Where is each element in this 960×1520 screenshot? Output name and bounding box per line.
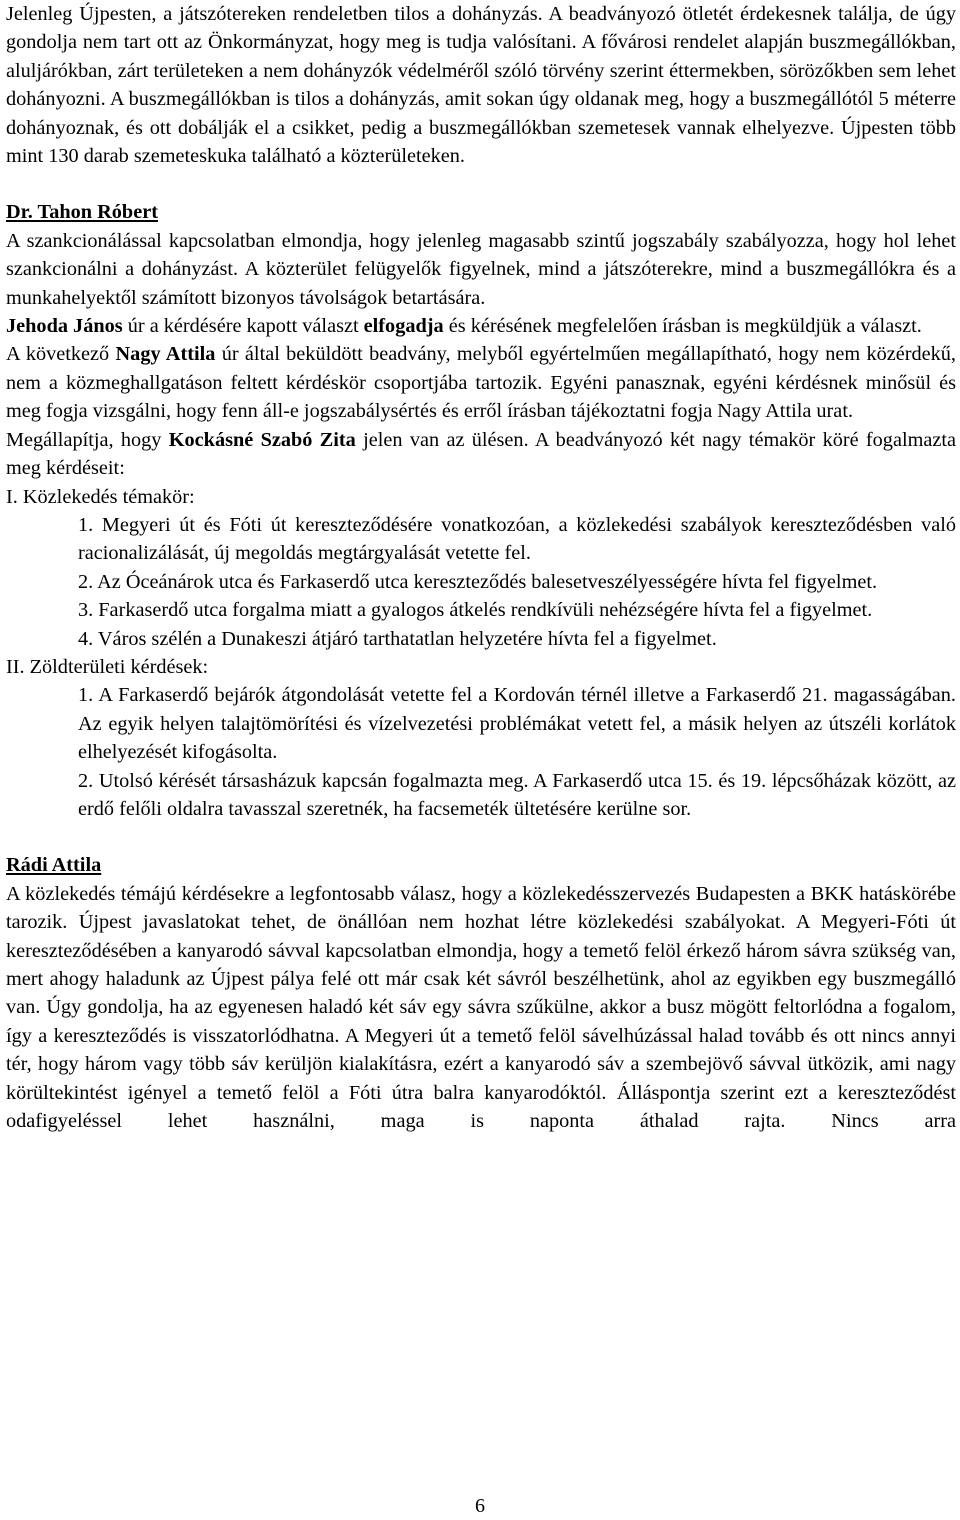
- text-span: A következő: [6, 343, 116, 366]
- tahon-paragraph-4: [6, 426, 956, 483]
- text-span: Megállapítja, hogy: [6, 428, 169, 451]
- person-name-nagy: Nagy Attila: [115, 343, 216, 366]
- text-span: úr a kérdésére kapott választ: [122, 315, 364, 338]
- page-number: 6: [475, 1495, 485, 1517]
- tahon-paragraph-3: [6, 340, 956, 425]
- list-item: 1. Megyeri út és Fóti út kereszteződésére vonatkozóan, a közlekedési szabályok kereszteződésben való racionalizálását, új megoldás megtárgyalását vetette fel.: [78, 513, 956, 565]
- section-2-title: II. Zöldterületi kérdések:: [6, 655, 209, 678]
- speaker-name-radi: Rádi Attila: [6, 854, 102, 877]
- section-1-title: I. Közlekedés témakör:: [6, 485, 195, 508]
- spacer: [6, 823, 956, 851]
- text-span: úr által beküldött beadvány, melyből egyértelműen megállapítható, hogy nem közérdekű, nem a közmeghallgatáson feltett kérdéskör csoportjába tartozik. Egyéni panasznak, egyéni kérdésnek minősül és meg fogja vizsgálni, hogy fenn áll-e jogszabálysértés és erről írásban tájékoztatni fogja Nagy Attila urat.: [6, 343, 956, 423]
- list-item: 3. Farkaserdő utca forgalma miatt a gyalogos átkelés rendkívüli nehézségére hívta fel a figyelmet.: [78, 599, 873, 622]
- tahon-paragraph-2: [6, 312, 956, 340]
- accepted-word: elfogadja: [363, 315, 444, 338]
- person-name-jehoda: Jehoda János: [6, 315, 123, 338]
- text-span: jelen van az ülésen. A beadványozó két nagy témakör köré fogalmazta meg kérdéseit:: [6, 428, 956, 480]
- list-item: 2. Az Óceánárok utca és Farkaserdő utca kereszteződés balesetveszélyességére hívta fel figyelmet.: [78, 570, 878, 593]
- person-name-kockasne: Kockásné Szabó Zita: [168, 428, 356, 451]
- speaker-name-tahon: Dr. Tahon Róbert: [6, 201, 158, 224]
- intro-paragraph: Jelenleg Újpesten, a játszótereken rendeletben tilos a dohányzás. A beadványozó ötletét érdekesnek találja, de úgy gondolja nem tart ott az Önkormányzat, hogy meg is tudja valósítani. A fővárosi rendelet alapján buszmegállókban, aluljárókban, zárt területeken a nem dohányzók védelméről szóló törvény szerint éttermekben, sörözőkben sem lehet dohányozni. A buszmegállókban is tilos a dohányzás, amit sokan úgy oldanak meg, hogy a buszmegállótól 5 méterre dohányoznak, és ott dobálják el a csikket, pedig a buszmegállókban szemetesek vannak elhelyezve. Újpesten több mint 130 darab szemeteskuka található a közterületeken.: [6, 3, 956, 168]
- text-span: és kérésének megfelelően írásban is megküldjük a választ.: [443, 315, 922, 338]
- list-item: 2. Utolsó kérését társasházuk kapcsán fogalmazta meg. A Farkaserdő utca 15. és 19. lépcsőházak között, az erdő felőli oldalra tavasszal szeretnék, ha facsemeték ültetésére kerülne sor.: [78, 769, 956, 820]
- tahon-paragraph-1: A szankcionálással kapcsolatban elmondja, hogy jelenleg magasabb szintű jogszabály szabályozza, hogy hol lehet szankcionálni a dohányzást. A közterület felügyelők figyelnek, mind a játszóterekre, mind a buszmegállókra és a munkahelyektől számított bizonyos távolságok betartására.: [6, 229, 956, 309]
- document-page: [6, 0, 956, 1135]
- radi-paragraph-1: A közlekedés témájú kérdésekre a legfontosabb válasz, hogy a közlekedésszervezés Budapesten a BKK hatáskörébe tarozik. Újpest javaslatokat tehet, de önállóan nem hozhat létre közlekedési szabályokat. A Megyeri-Fóti út kereszteződésében a kanyarodó sávval kapcsolatban elmondja, hogy a temető felöl érkező három sávra szükség van, mert ahogy haladunk az Újpest pálya felé ott már csak két sávról beszélhetünk, ahol az egyikben egy buszmegálló van. Úgy gondolja, ha az egyenesen haladó két sáv egy sávra szűkülne, akkor a busz mögött feltorlódna a fogalom, így a kereszteződés is visszatorlódhatna. A Megyeri út a temető felöl sávelhúzással halad tovább és ott nincs annyi tér, hogy három vagy több sáv kerüljön kialakításra, ezért a kanyarodó sáv a szembejövő sávval ütközik, ami nagy körültekintést igényel a temető felöl a Fóti útra balra kanyarodóktól. Álláspontja szerint ezt a kereszteződést odafigyeléssel lehet használni, maga is naponta áthalad rajta. Nincs arra: [6, 882, 956, 1133]
- list-item: 4. Város szélén a Dunakeszi átjáró tarthatatlan helyzetére hívta fel a figyelmet.: [78, 627, 717, 650]
- spacer: [6, 170, 956, 198]
- list-item: 1. A Farkaserdő bejárók átgondolását vetette fel a Kordován térnél illetve a Farkaserdő 21. magasságában. Az egyik helyen talajtömörítési és vízelvezetési problémákat vetett fel, a másik helyen az útszéli korlátok elhelyezését kifogásolta.: [78, 684, 956, 764]
